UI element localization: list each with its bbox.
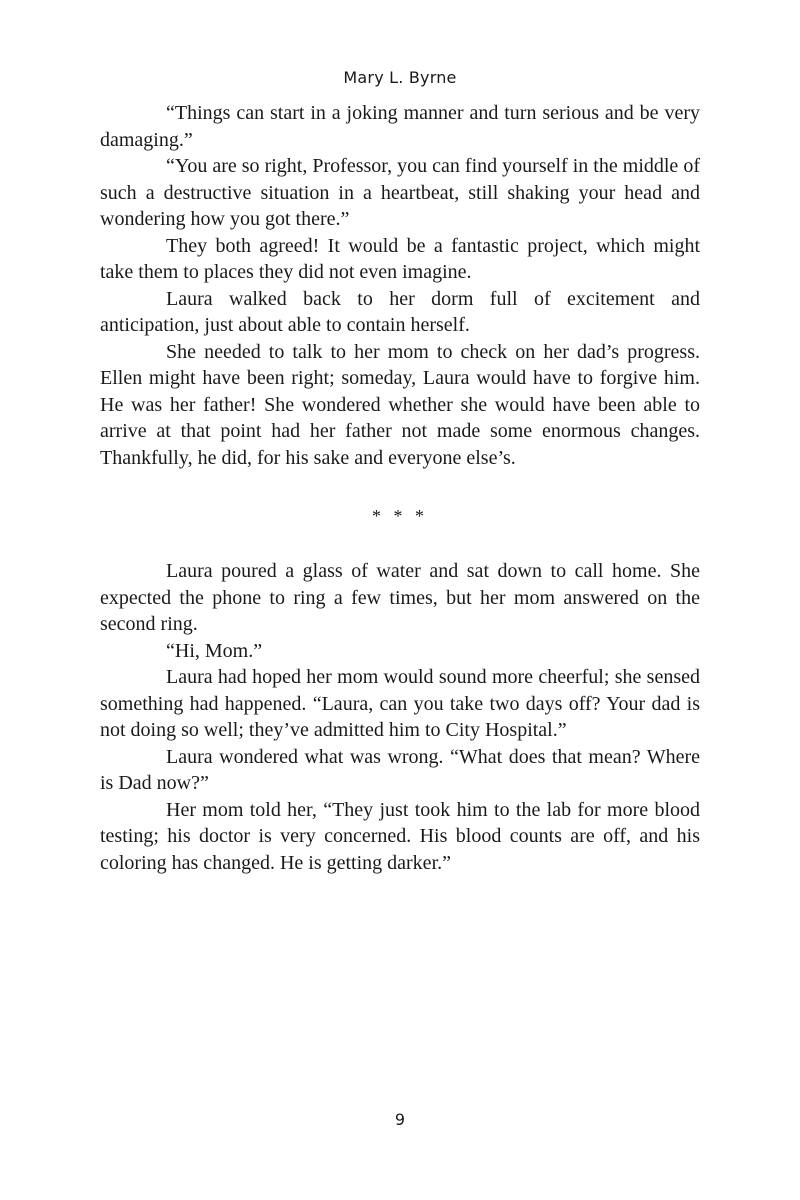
paragraph: Laura walked back to her dorm full of excitement and anticipation, just about able to contain herself. [100, 287, 700, 336]
paragraph: Her mom told her, “They just took him to the lab for more blood testing; his doctor is very concerned. His blood counts are off, and his coloring has changed. He is getting darker.” [100, 798, 700, 874]
paragraph: Laura poured a glass of water and sat down to call home. She expected the phone to ring a few times, but her mom answered on the second ring. [100, 560, 700, 635]
running-header-author: Mary L. Byrne [343, 68, 457, 87]
paragraph: “Hi, Mom.” [166, 639, 263, 662]
paragraph: “You are so right, Professor, you can find yourself in the middle of such a destructive situation in a heartbeat, still shaking your head and wondering how you got there.” [100, 155, 700, 230]
paragraph: They both agreed! It would be a fantastic project, which might take them to places they did not even imagine. [100, 234, 700, 283]
paragraph: “Things can start in a joking manner and turn serious and be very damaging.” [100, 102, 700, 151]
text-section-2 [100, 558, 700, 876]
paragraph: She needed to talk to her mom to check on her dad’s progress. Ellen might have been right; someday, Laura would have to forgive him. He was her father! She wondered whether she would have been able to arrive at that point had her father not made some enormous changes. Thankfully, he did, for his sake and everyone else’s. [100, 340, 700, 469]
paragraph: Laura had hoped her mom would sound more cheerful; she sensed something had happened. “Laura, can you take two days off? Your dad is not doing so well; they’ve admitted him to City Hospital.” [100, 666, 700, 741]
paragraph: Laura wondered what was wrong. “What does that mean? Where is Dad now?” [100, 745, 700, 794]
page-number: 9 [394, 1110, 406, 1129]
scene-break: * * * [372, 506, 428, 526]
text-section-1 [100, 100, 700, 471]
